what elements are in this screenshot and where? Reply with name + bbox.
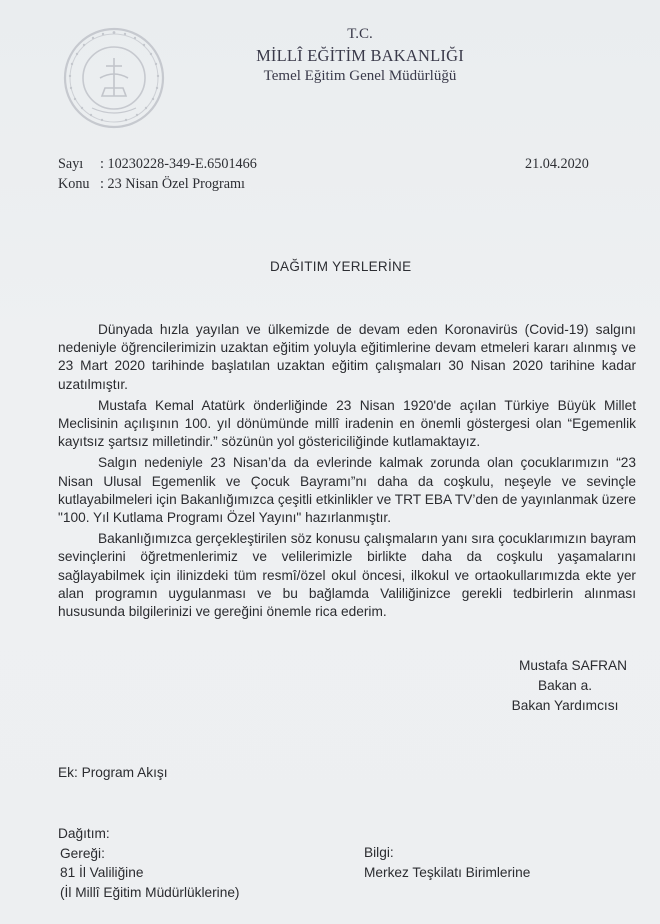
bilgi-recipient: Merkez Teşkilatı Birimlerine (364, 864, 531, 880)
gereg-recipient: 81 İl Valiliğine (60, 865, 144, 880)
signature-block (500, 656, 630, 716)
attachment-note: Ek: Program Akışı (58, 765, 168, 780)
letter-body (58, 321, 636, 624)
header-ministry: MİLLÎ EĞİTİM BAKANLIĞI (256, 46, 464, 65)
bilgi-label: Bilgi: (364, 845, 394, 860)
distribution-block (58, 824, 240, 902)
signatory-on-behalf: Bakan a. (537, 678, 593, 693)
letterhead (230, 24, 490, 87)
signatory-title: Bakan Yardımcısı (511, 698, 619, 713)
paragraph: Dünyada hızla yayılan ve ülkemizde de devam eden Koronavirüs (Covid-19) salgını nedeniyle öğrencilerimizin uzaktan eğitim yoluyla eğitimlerine devam etmeleri kararı alınmış ve 23 Mart 2020 tarihinde başlatılan uzaktan eğitim çalışmaları 30 Nisan 2020 tarihine kadar uzatılmıştır. (58, 322, 636, 392)
information-block (364, 843, 530, 882)
sayi-value: : 10230228-349-E.6501466 (100, 156, 257, 172)
paragraph: Mustafa Kemal Atatürk önderliğinde 23 Nisan 1920'de açılan Türkiye Büyük Millet Meclisinin açılışının 100. yıl dönümünde millî iradenin en önemli göstergesi olan “Egemenlik kayıtsız şartsız milletindir.” sözünün yol göstericiliğinde kutlamaktayız. (58, 397, 636, 450)
signatory-name: Mustafa SAFRAN (518, 658, 627, 673)
subject-row (58, 176, 245, 193)
konu-label: Konu (58, 176, 90, 192)
paragraph: Salgın nedeniyle 23 Nisan’da da evlerinde kalmak zorunda olan çocuklarımızın “23 Nisan Ulusal Egemenlik ve Çocuk Bayramı”nı daha da coşkulu, neşeyle ve sevinçle kutlayabilmeleri için Bakanlığımızca çeşitli etkinlikler ve TRT EBA TV’den de yayınlanmak üzere "100. Yıl Kutlama Programı Özel Yayını" hazırlanmıştır. (58, 455, 636, 526)
sayi-label: Sayı (58, 156, 84, 172)
header-tc: T.C. (347, 26, 373, 42)
document-date: 21.04.2020 (525, 156, 589, 172)
gereg-recipient-detail: (İl Millî Eğitim Müdürlüklerine) (60, 884, 240, 900)
gereg-label: Gereği: (60, 845, 105, 861)
paragraph: Bakanlığımızca gerçekleştirilen söz konusu çalışmaların yanı sıra çocuklarımızın bayram sevinçlerini öğretmenlerimiz ve velilerimizle birlikte daha da coşkulu yaşamalarını sağlayabilmek için ilinizdeki tüm resmî/özel okul öncesi, ilkokul ve ortaokullarımızda ekte yer alan programın uygulanması ve bu bağlamda Valiliğinizce gerekli tedbirlerin alınması hususunda bilgilerinizi ve gereğini önemle rica ederim. (58, 531, 636, 620)
distribution-title: Dağıtım: (58, 826, 110, 841)
reference-number-row (58, 156, 257, 173)
konu-value: : 23 Nisan Özel Programı (100, 176, 245, 192)
recipient-heading: DAĞITIM YERLERİNE (270, 259, 412, 274)
ministry-seal-icon (62, 26, 166, 130)
header-directorate: Temel Eğitim Genel Müdürlüğü (263, 68, 457, 84)
